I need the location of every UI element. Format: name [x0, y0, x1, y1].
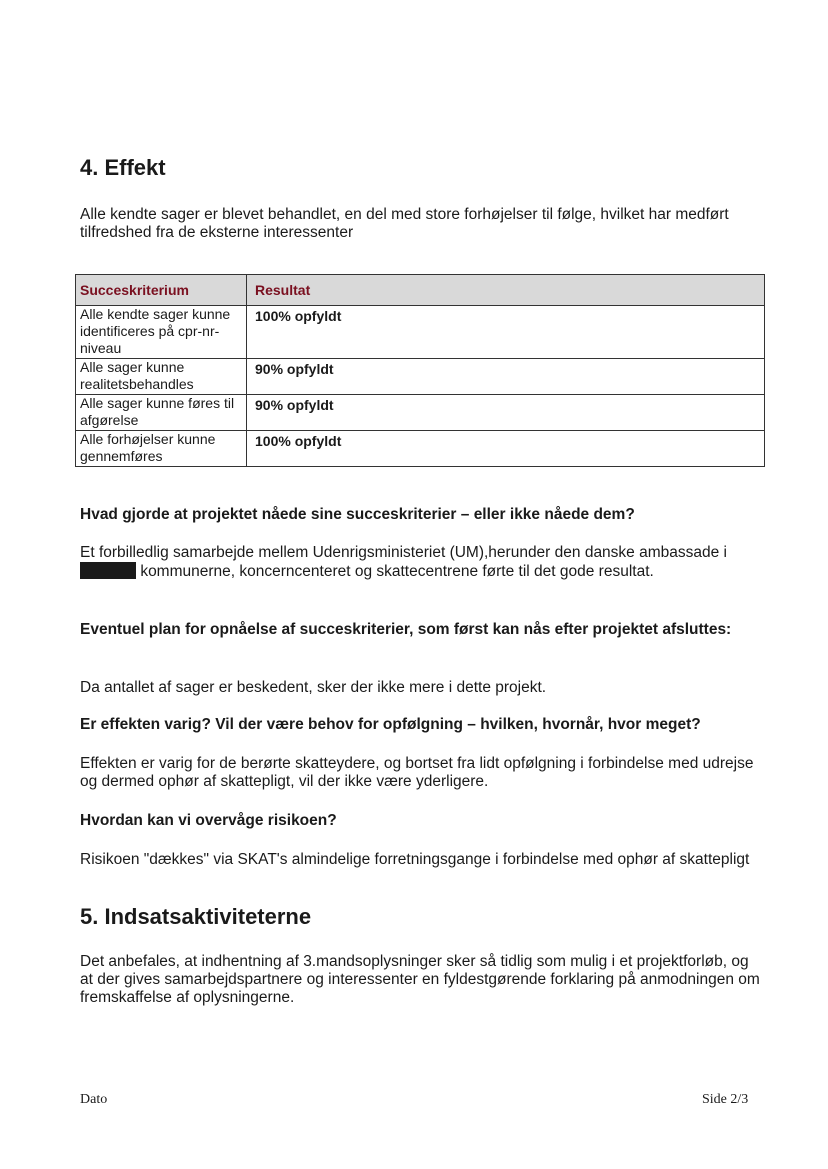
table-cell-result: 100% opfyldt: [247, 431, 765, 467]
footer-page-number: Side 2/3: [702, 1092, 749, 1107]
answer-later-plan: Da antallet af sager er beskedent, sker der ikke mere i dette projekt.: [80, 679, 547, 696]
answer-lasting-effect: Effekten er varig for de berørte skatteydere, og bortset fra lidt opfølgning i forbindelse med udrejse og dermed ophør af skattepligt, vil der ikke være yderligere.: [80, 755, 754, 790]
answer-text-part1: Et forbilledlig samarbejde mellem Udenrigsministeriet (UM),herunder den danske ambassade i: [80, 544, 727, 561]
table-row: [76, 306, 765, 359]
question-later-plan: Eventuel plan for opnåelse af succeskriterier, som først kan nås efter projektet afsluttes:: [80, 621, 732, 638]
table-cell-criterion: Alle kendte sager kunne identificeres på cpr-nr-niveau: [76, 306, 247, 359]
table-cell-criterion: Alle forhøjelser kunne gennemføres: [76, 431, 247, 467]
answer-monitor-risk: Risikoen "dækkes" via SKAT's almindelige forretningsgange i forbindelse med ophør af skattepligt: [80, 851, 750, 868]
table-cell-result: 100% opfyldt: [247, 306, 765, 359]
section-4-heading: 4. Effekt: [80, 155, 166, 180]
table-cell-criterion: Alle sager kunne føres til afgørelse: [76, 395, 247, 431]
section-5-heading: 5. Indsatsaktiviteterne: [80, 904, 312, 929]
table-header-result: Resultat: [247, 275, 765, 306]
table-row: [76, 431, 765, 467]
table-row: [76, 395, 765, 431]
section-5-body: Det anbefales, at indhentning af 3.mandsoplysninger sker så tidlig som mulig i et projektforløb, og at der gives samarbejdspartnere og interessenter en fyldestgørende forklaring på anmodningen om fremskaffelse af oplysningerne.: [80, 953, 760, 1006]
answer-text-part2: kommunerne, koncerncenteret og skattecentrene førte til det gode resultat.: [140, 563, 654, 580]
table-cell-criterion: Alle sager kunne realitetsbehandles: [76, 359, 247, 395]
table-cell-result: 90% opfyldt: [247, 359, 765, 395]
question-lasting-effect: Er effekten varig? Vil der være behov for opfølgning – hvilken, hvornår, hvor meget?: [80, 716, 701, 733]
table-header-criterion: Succeskriterium: [76, 275, 247, 306]
redaction-bar: [80, 562, 136, 579]
table-cell-result: 90% opfyldt: [247, 395, 765, 431]
question-success-reasons: Hvad gjorde at projektet nåede sine succeskriterier – eller ikke nåede dem?: [80, 506, 635, 523]
footer-date: Dato: [80, 1092, 108, 1107]
table-header-row: [76, 275, 765, 306]
success-criteria-table: [75, 274, 765, 467]
answer-success-reasons: [80, 544, 760, 581]
section-4-intro: Alle kendte sager er blevet behandlet, en del med store forhøjelser til følge, hvilket har medført tilfredshed fra de eksterne interessenter: [80, 206, 729, 241]
question-monitor-risk: Hvordan kan vi overvåge risikoen?: [80, 812, 337, 829]
table-row: [76, 359, 765, 395]
